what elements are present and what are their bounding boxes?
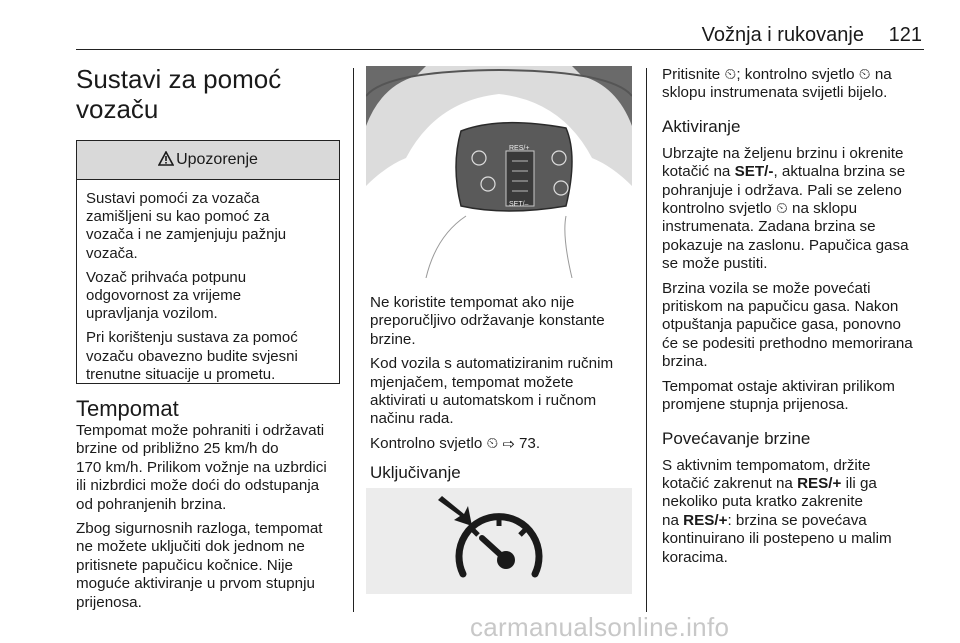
text-run: , aktualna brzina se pohranjuje i održava. Pali se zeleno kontrolno svjetlo: [662, 163, 906, 218]
warning-box: [76, 140, 340, 384]
column-1-body: [76, 396, 346, 618]
cruise-control-icon: ⏲: [858, 66, 871, 83]
text-run: ili ga nekoliko puta kratko zakrenite na: [662, 474, 877, 529]
warning-paragraph: Sustavi pomoći za vozača zamišljeni su kao pomoć za vozača i ne zamjenjuju pažnju vozača.: [86, 190, 287, 262]
warning-body: [77, 180, 339, 384]
column-2-body: [370, 294, 640, 483]
text-run: na sklopu instrumenata svijetli bijelo.: [662, 66, 892, 102]
activate-paragraph: [662, 145, 954, 274]
text-run: Ubrzajte na željenu brzinu i okrenite kotačić na: [662, 144, 904, 181]
set-label: SET/–: [509, 201, 529, 208]
cruise-control-symbol-image: [366, 488, 632, 594]
column-divider: [646, 68, 647, 612]
body-paragraph: Zbog sigurnosnih razloga, tempomat ne možete uključiti dok jednom ne pritisnete papučicu kočnice. Nije moguće aktiviranje u prvom stupnju prijenosa.: [76, 520, 323, 611]
column-3-body: [662, 66, 954, 573]
body-paragraph: Brzina vozila se može povećati pritiskom na papučicu gasa. Nakon otpuštanja papučice gasa, ponovno će se podesiti prethodno memorirana brzina.: [662, 279, 913, 371]
cruise-control-icon: [366, 488, 632, 594]
section-heading-povecavanje: Povećavanje brzine: [662, 428, 811, 448]
warning-heading: Upozorenje: [176, 151, 258, 168]
watermark: carmanualsonline.info: [470, 612, 730, 642]
body-paragraph: Tempomat može pohraniti i održavati brzine od približno 25 km/h do 170 km/h. Prilikom vožnje na uzbrdici ili nizbrdici može doći do odstupanja od pohranjenih brzina.: [76, 422, 327, 513]
section-heading-aktiviranje: Aktiviranje: [662, 116, 741, 136]
text-run: : brzina se povećava kontinuirano ili postepeno u malim koracima.: [662, 511, 892, 566]
res-label: RES/+: [797, 474, 842, 492]
warning-paragraph: Vozač prihvaća potpunu odgovornost za vrijeme upravljanja vozilom.: [86, 268, 247, 323]
section-heading-ukljucivanje: Uključivanje: [370, 463, 461, 483]
body-paragraph: Ne koristite tempomat ako nije preporučljivo održavanje konstante brzine.: [370, 294, 605, 348]
text-run: ; kontrolno svjetlo: [736, 66, 859, 83]
text-run: Pritisnite: [662, 66, 725, 83]
warning-triangle-icon: [158, 151, 174, 166]
chapter-title: Sustavi za pomoć vozaču: [76, 64, 282, 124]
indicator-ref: 73.: [514, 434, 541, 452]
cruise-control-icon: ⏲: [775, 200, 788, 218]
indicator-text: Kontrolno svjetlo: [370, 434, 487, 452]
page-ref-icon: ⇨: [502, 434, 515, 452]
text-run: na sklopu instrumenata. Zadana brzina se pokazuje na zaslonu. Papučica gasa se može pustiti.: [662, 200, 909, 273]
column-divider: [353, 68, 354, 612]
set-label: SET/-: [734, 163, 774, 181]
section-heading-tempomat: Tempomat: [76, 396, 179, 421]
body-paragraph: Tempomat ostaje aktiviran prilikom promjene stupnja prijenosa.: [662, 377, 895, 414]
header-rule: [76, 49, 924, 50]
body-paragraph: Kod vozila s automatiziranim ručnim mjenjačem, tempomat možete aktivirati u automatskom i ručnom načinu rada.: [370, 355, 614, 428]
cruise-control-icon: ⏲: [724, 66, 737, 83]
section-title: Vožnja i rukovanje: [701, 24, 864, 46]
page-number: 121: [888, 24, 922, 46]
page-header: [76, 16, 924, 48]
cruise-control-icon: ⏲: [486, 434, 499, 452]
res-label: RES/+: [509, 145, 530, 152]
steering-wheel-illustration: [366, 66, 632, 278]
increase-paragraph: [662, 457, 954, 567]
steering-wheel-controls-image: [366, 66, 632, 278]
press-paragraph: [662, 66, 954, 103]
res-label: RES/+: [683, 511, 728, 529]
warning-header: [77, 141, 339, 180]
warning-paragraph: Pri korištenju sustava za pomoć vozaču obavezno budite svjesni trenutne situacije u prometu.: [86, 329, 298, 383]
text-run: S aktivnim tempomatom, držite kotačić zakrenut na: [662, 456, 871, 492]
indicator-paragraph: [370, 435, 640, 453]
